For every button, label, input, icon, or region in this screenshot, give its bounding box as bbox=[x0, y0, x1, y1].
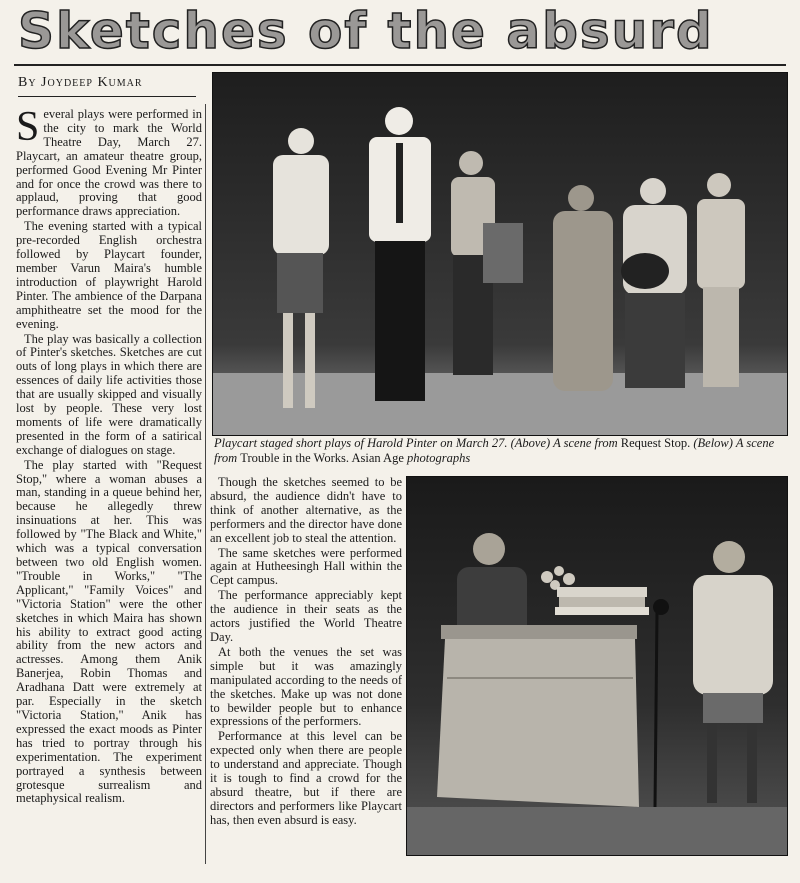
photo-caption bbox=[214, 436, 786, 470]
top-rule bbox=[14, 64, 786, 66]
column-divider bbox=[205, 104, 206, 864]
stage-photo-request-stop bbox=[212, 72, 788, 436]
paragraph: everal plays were performed in the city to mark the World Theatre Day, March 27. Playcart, an amateur theatre group, performed Good Evening Mr Pinter and for once the crowd was there to applaud, proving that good performance draws appreciation. bbox=[16, 108, 202, 219]
paragraph: Performance at this level can be expected only when there are people to understand and appreciate. Though it is tough to find a crowd for the absurd theatre, but if there are directors and performers like Playcart has, then even absurd is easy. bbox=[210, 729, 402, 827]
caption-play-title: Request Stop. bbox=[620, 436, 691, 450]
drop-cap: S bbox=[16, 108, 40, 150]
article-column-1 bbox=[16, 108, 202, 864]
caption-text: Playcart staged short plays of Harold Pinter on March 27. (Above) A scene from bbox=[214, 436, 621, 450]
paragraph: The same sketches were performed again at Hutheesingh Hall within the Cept campus. bbox=[210, 545, 402, 588]
caption-credit: photographs bbox=[407, 451, 471, 465]
paragraph: The performance appreciably kept the audience in their seats as the actors justified the World Theatre Day. bbox=[210, 588, 402, 644]
caption-text: (Below) A scene from bbox=[214, 436, 775, 465]
paragraph: The evening started with a typical pre-recorded English orchestra followed by Playcart founder, member Varun Maira's humble introduction of playwright Harold Pinter. The ambience of the Darpana amphitheatre set the mood for the evening. bbox=[16, 219, 202, 331]
headline: Sketches of the absurd bbox=[18, 2, 714, 60]
byline: By Joydeep Kumar bbox=[18, 72, 196, 97]
caption-credit: Asian Age bbox=[349, 451, 407, 465]
paragraph: The play started with "Request Stop," where a woman abuses a man, standing in a queue behind her, because he allegedly threw insinuations at her. This was followed by "The Black and White," which was a typical conversation between two old English women. "Trouble in Works," "The Applicant," "Family Voices" and "Victoria Station" were the other sketches in which Maira has shown his ability to extract good acting ability from the new actors and actresses. Among them Anik Banerjea, Robin Thomas and Aradhana Datt were extremely at par. Especially in the sketch "Victoria Station," Anik has expressed the exact moods as Pinter has tried to portray through his experimentation. The experiment portrayed a synthesis between grotesque surrealism and metaphysical realism. bbox=[16, 457, 202, 806]
paragraph: At both the venues the set was simple but it was amazingly manipulated according to the needs of the sketches. Make up was not done to bewilder people but to enhance expressions of the performers. bbox=[210, 644, 402, 729]
paragraph: Though the sketches seemed to be absurd, the audience didn't have to think of another alternative, as the performers and the director have done an excellent job to steal the attention. bbox=[210, 476, 402, 545]
paragraph: The play was basically a collection of Pinter's sketches. Sketches are cut outs of long plays in which there are essences of daily life activities those that are usually skipped and visually lost by people. These very lost moments of life were dramatically presented in the form of a satirical exchange of dialogues on stage. bbox=[16, 331, 202, 457]
caption-play-title: Trouble in the Works. bbox=[240, 451, 350, 465]
stage-photo-trouble-in-the-works bbox=[406, 476, 788, 856]
article-column-2 bbox=[210, 476, 402, 864]
